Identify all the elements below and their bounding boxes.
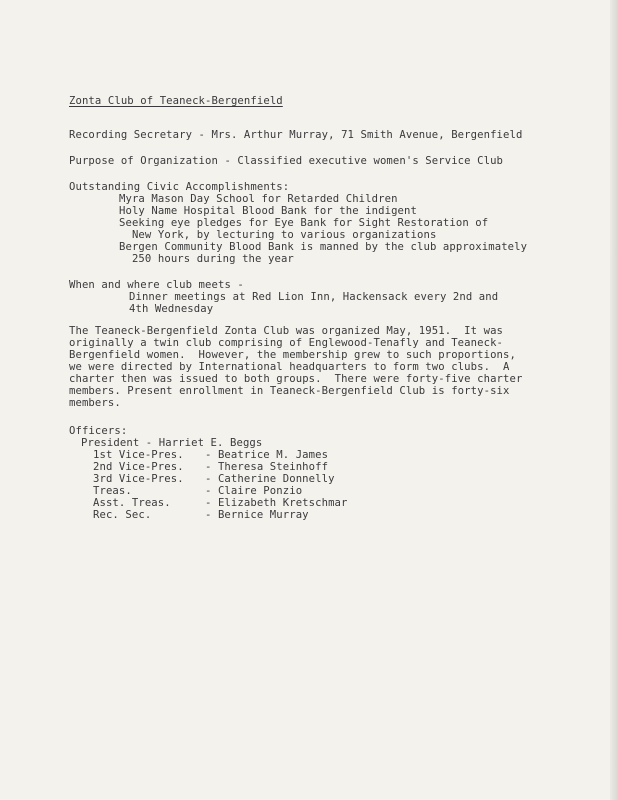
meets-heading: When and where club meets -: [69, 279, 244, 291]
accomplishment-line: Seeking eye pledges for Eye Bank for Sight Restoration of: [119, 217, 489, 229]
officer-name: - Catherine Donnelly: [205, 473, 335, 485]
officer-title: 3rd Vice-Pres.: [93, 473, 184, 485]
history-line: members.: [69, 397, 121, 409]
accomplishments-heading: Outstanding Civic Accomplishments:: [69, 181, 290, 193]
history-line: Bergenfield women. However, the membership grew to such proportions,: [69, 349, 516, 361]
officer-name: - Elizabeth Kretschmar: [205, 497, 348, 509]
accomplishment-line: 250 hours during the year: [119, 253, 294, 265]
officer-name: - Beatrice M. James: [205, 449, 329, 461]
officer-name: - Claire Ponzio: [205, 485, 303, 497]
accomplishment-line: Myra Mason Day School for Retarded Children: [119, 193, 398, 205]
accomplishment-line: New York, by lecturing to various organizations: [119, 229, 437, 241]
accomplishment-line: Bergen Community Blood Bank is manned by the club approximately: [119, 241, 528, 253]
page-title: Zonta Club of Teaneck-Bergenfield: [69, 95, 283, 107]
history-line: we were directed by International headquarters to form two clubs. A: [69, 361, 510, 373]
history-line: The Teaneck-Bergenfield Zonta Club was organized May, 1951. It was: [69, 325, 504, 337]
officers-heading: Officers:: [69, 425, 128, 437]
meets-line: 4th Wednesday: [129, 303, 214, 315]
accomplishment-line: Holy Name Hospital Blood Bank for the indigent: [119, 205, 417, 217]
officer-president: President - Harriet E. Beggs: [81, 437, 263, 449]
meets-line: Dinner meetings at Red Lion Inn, Hackensack every 2nd and: [129, 291, 499, 303]
history-line: originally a twin club comprising of Englewood-Tenafly and Teaneck-: [69, 337, 504, 349]
officer-name: - Bernice Murray: [205, 509, 309, 521]
officer-title: Rec. Sec.: [93, 509, 152, 521]
officer-name: - Theresa Steinhoff: [205, 461, 329, 473]
officer-title: 1st Vice-Pres.: [93, 449, 184, 461]
recording-secretary: Recording Secretary - Mrs. Arthur Murray, 71 Smith Avenue, Bergenfield: [69, 129, 523, 141]
history-line: members. Present enrollment in Teaneck-Bergenfield Club is forty-six: [69, 385, 510, 397]
officer-title: 2nd Vice-Pres.: [93, 461, 184, 473]
history-line: charter then was issued to both groups. There were forty-five charter: [69, 373, 523, 385]
officer-title: Treas.: [93, 485, 132, 497]
officer-title: Asst. Treas.: [93, 497, 171, 509]
purpose-line: Purpose of Organization - Classified executive women's Service Club: [69, 155, 504, 167]
